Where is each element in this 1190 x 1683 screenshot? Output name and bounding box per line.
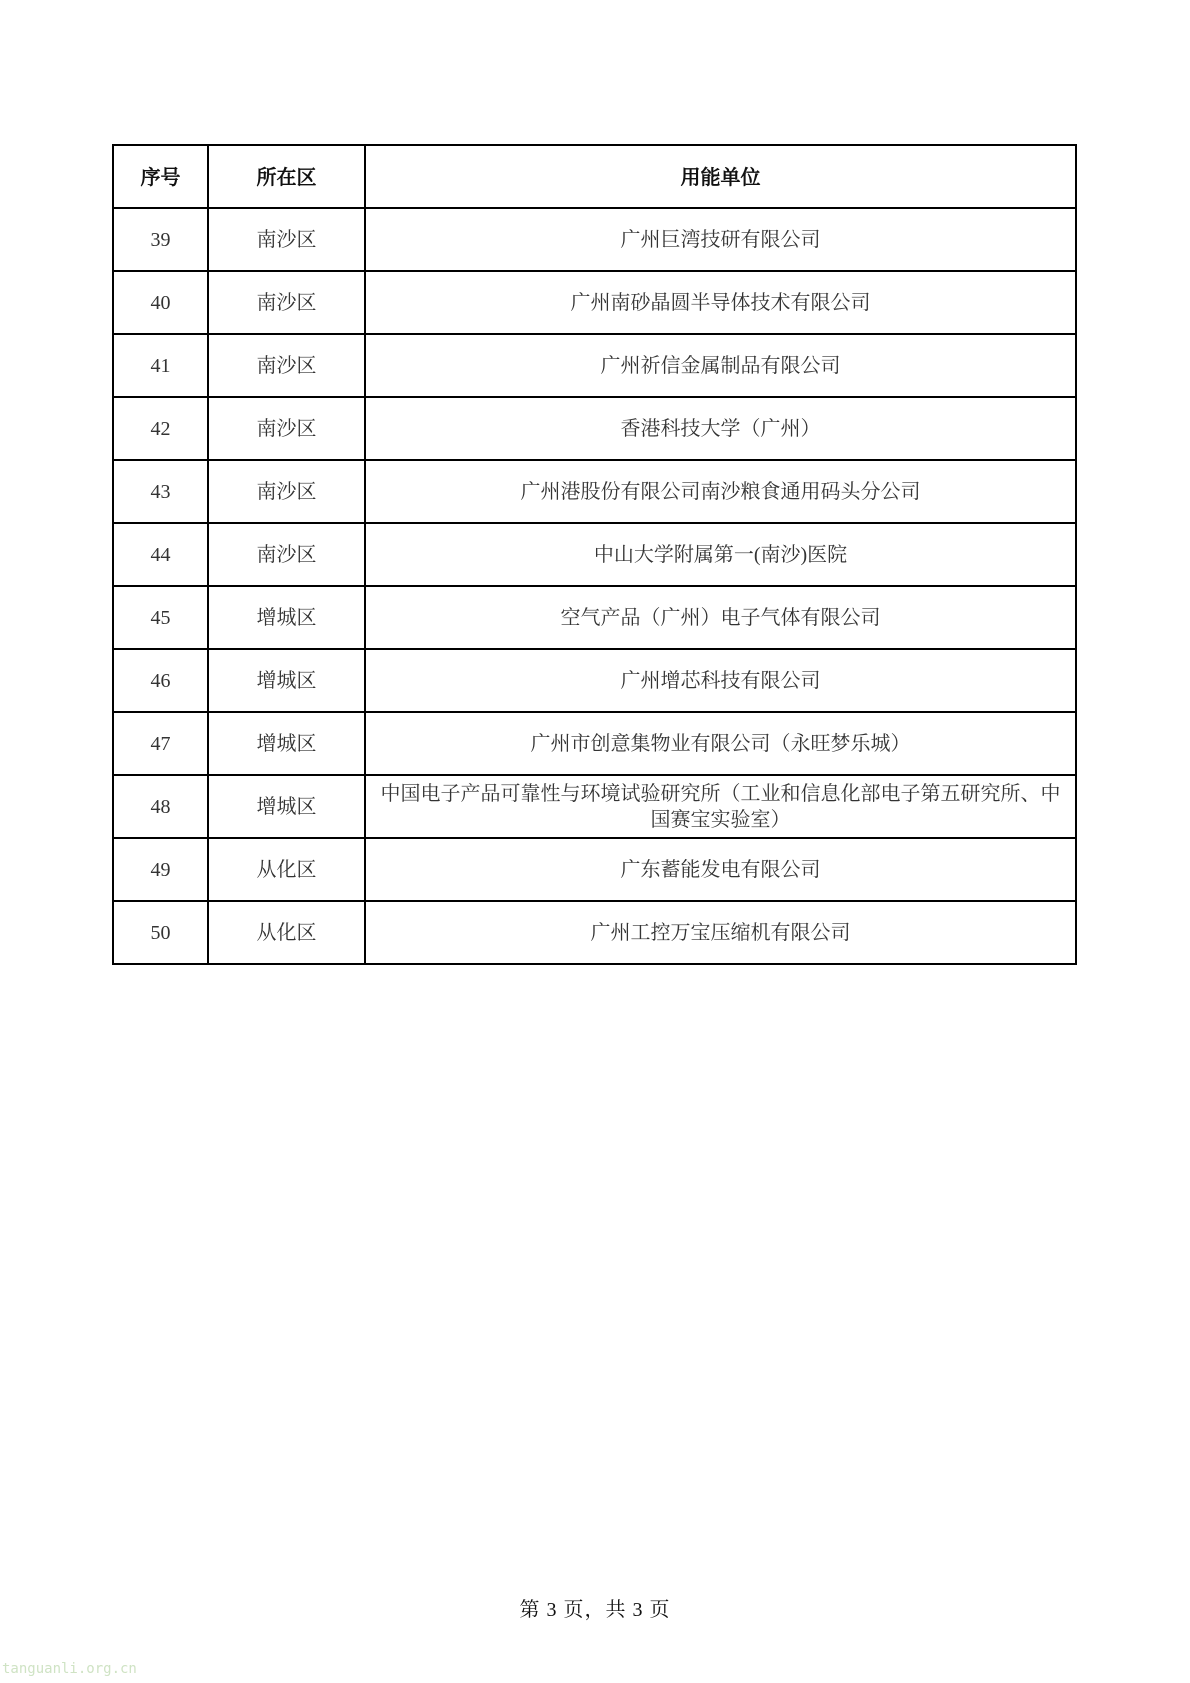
table-row	[113, 838, 1076, 901]
unit-cell: 广州巨湾技研有限公司	[365, 208, 1076, 271]
unit-cell: 广州市创意集物业有限公司（永旺梦乐城）	[365, 712, 1076, 775]
header-unit: 用能单位	[365, 145, 1076, 208]
unit-cell: 中山大学附属第一(南沙)医院	[365, 523, 1076, 586]
seq-cell: 48	[113, 775, 208, 838]
table-row	[113, 901, 1076, 964]
district-cell: 增城区	[208, 712, 365, 775]
district-cell: 增城区	[208, 649, 365, 712]
energy-units-table	[112, 144, 1077, 965]
table-row	[113, 208, 1076, 271]
unit-cell: 中国电子产品可靠性与环境试验研究所（工业和信息化部电子第五研究所、中国赛宝实验室）	[365, 775, 1076, 838]
seq-cell: 45	[113, 586, 208, 649]
seq-cell: 47	[113, 712, 208, 775]
unit-cell: 广州港股份有限公司南沙粮食通用码头分公司	[365, 460, 1076, 523]
seq-cell: 46	[113, 649, 208, 712]
district-cell: 南沙区	[208, 334, 365, 397]
table-row	[113, 523, 1076, 586]
district-cell: 从化区	[208, 901, 365, 964]
district-cell: 南沙区	[208, 523, 365, 586]
district-cell: 增城区	[208, 775, 365, 838]
seq-cell: 50	[113, 901, 208, 964]
table-row	[113, 775, 1076, 838]
unit-cell: 广东蓄能发电有限公司	[365, 838, 1076, 901]
unit-cell: 广州增芯科技有限公司	[365, 649, 1076, 712]
seq-cell: 41	[113, 334, 208, 397]
table-row	[113, 586, 1076, 649]
table-row	[113, 649, 1076, 712]
district-cell: 南沙区	[208, 460, 365, 523]
table-row	[113, 334, 1076, 397]
unit-cell: 空气产品（广州）电子气体有限公司	[365, 586, 1076, 649]
table-row	[113, 712, 1076, 775]
district-cell: 南沙区	[208, 208, 365, 271]
watermark-text: tanguanli.org.cn	[2, 1661, 137, 1677]
table-row	[113, 460, 1076, 523]
seq-cell: 39	[113, 208, 208, 271]
district-cell: 南沙区	[208, 397, 365, 460]
table-header-row	[113, 145, 1076, 208]
unit-cell: 香港科技大学（广州）	[365, 397, 1076, 460]
district-cell: 南沙区	[208, 271, 365, 334]
district-cell: 从化区	[208, 838, 365, 901]
seq-cell: 43	[113, 460, 208, 523]
seq-cell: 42	[113, 397, 208, 460]
unit-cell: 广州工控万宝压缩机有限公司	[365, 901, 1076, 964]
page-number-footer: 第 3 页，共 3 页	[519, 1599, 671, 1621]
table-row	[113, 397, 1076, 460]
district-cell: 增城区	[208, 586, 365, 649]
seq-cell: 44	[113, 523, 208, 586]
header-seq: 序号	[113, 145, 208, 208]
seq-cell: 49	[113, 838, 208, 901]
table-row	[113, 271, 1076, 334]
unit-cell: 广州祈信金属制品有限公司	[365, 334, 1076, 397]
header-district: 所在区	[208, 145, 365, 208]
unit-cell: 广州南砂晶圆半导体技术有限公司	[365, 271, 1076, 334]
seq-cell: 40	[113, 271, 208, 334]
